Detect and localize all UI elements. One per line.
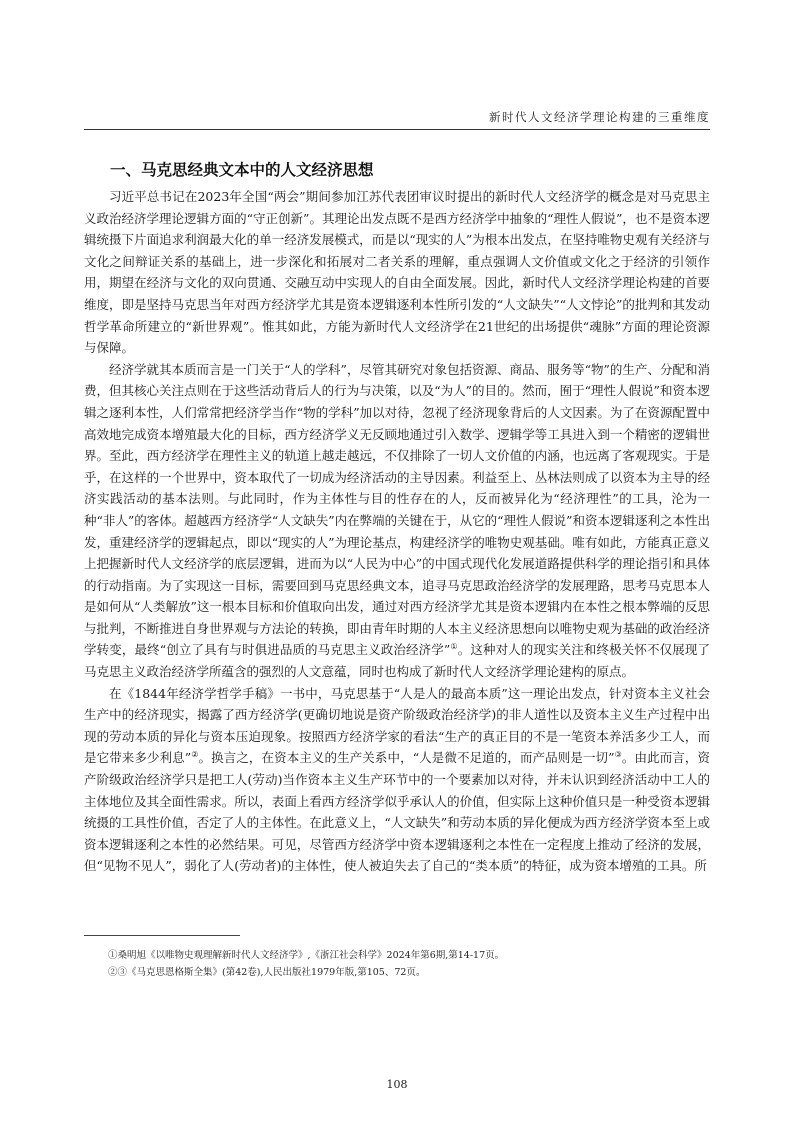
footnotes — [108, 948, 708, 981]
section-title: 一、马克思经典文本中的人文经济思想 — [110, 161, 374, 179]
paragraph-3 — [84, 683, 710, 877]
footnote-ref-3[interactable]: ③ — [614, 750, 622, 760]
page-number: 108 — [386, 1078, 408, 1091]
footnote-ref-2[interactable]: ② — [191, 750, 199, 760]
footnote-divider — [84, 935, 240, 936]
paragraph-2 — [84, 359, 710, 683]
paragraph-2-text-b: 。这种对人的现实关注和终极关怀不仅展现了马克思主义政治经济学所蕴含的强烈的人文意蕴，同时也构成了新时代人文经济学理论建构的原点。 — [84, 642, 710, 680]
body-text — [84, 186, 710, 877]
footnote-ref-1[interactable]: ① — [450, 642, 458, 652]
header-divider — [84, 129, 710, 130]
paragraph-3-text-b: 。换言之，在资本主义的生产关系中，“人是微不足道的，而产品则是一切” — [198, 750, 615, 766]
running-header: 新时代人文经济学理论构建的三重维度 — [489, 110, 710, 124]
paragraph-3-text-c: 。由此而言，资产阶级政治经济学只是把工人(劳动)当作资本主义生产环节中的一个要素加以对待，并未认识到经济活动中工人的主体地位及其全面性需求。所以，表面上看西方经济学似乎承认人的价值，但实际上这种价值只是一种受资本逻辑统摄的工具性价值，否定了人的主体性。在此意义上，“人文缺失”和劳动本质的异化便成为西方经济学资本至上或资本逻辑逐利之本性的必然结果。可见，尽管西方经济学中资本逻辑逐利之本性在一定程度上推动了经济的发展，但“见物不见人”，弱化了人(劳动者)的主体性，使人被迫失去了自己的“类本质”的特征，成为资本增殖的工具。所 — [84, 750, 710, 874]
paragraph-2-text-a: 经济学就其本质而言是一门关于“人的学科”，尽管其研究对象包括资源、商品、服务等“物”的生产、分配和消费，但其核心关注点则在于这些活动背后人的行为与决策，以及“为人”的目的。然而，囿于“理性人假说”和资本逻辑之逐利本性，人们常常把经济学当作“物的学科”加以对待，忽视了经济现象背后的人文因素。为了在资源配置中高效地完成资本增殖最大化的目标，西方经济学义无反顾地通过引入数学、逻辑学等工具进入到一个精密的逻辑世界。至此，西方经济学在理性主义的轨道上越走越远，不仅排除了一切人文价值的内涵，也远离了客观现实。于是乎，在这样的一个世界中，资本取代了一切成为经济活动的主导因素。利益至上、丛林法则成了以资本为主导的经济实践活动的基本法则。与此同时，作为主体性与目的性存在的人，反而被异化为“经济理性”的工具，沦为一种“非人”的客体。超越西方经济学“人文缺失”内在弊端的关键在于，从它的“理性人假说”和资本逻辑逐利之本性出发，重建经济学的逻辑起点，即以“现实的人”为理论基点，构建经济学的唯物史观基础。唯有如此，方能真正意义上把握新时代人文经济学的底层逻辑，进而为以“人民为中心”的中国式现代化发展道路提供科学的理论指引和具体的行动指南。为了实现这一目标，需要回到马克思经典文本，追寻马克思政治经济学的发展理路，思考马克思本人是如何从“人类解放”这一根本目标和价值取向出发，通过对西方经济学尤其是资本逻辑内在本性之根本弊端的反思与批判，不断推进自身世界观与方法论的转换，即由青年时期的人本主义经济思想向以唯物史观为基础的政治经济学转变，最终“创立了具有与时俱进品质的马克思主义政治经济学” — [84, 361, 710, 658]
footnote-2: ②③《马克思恩格斯全集》(第42卷),人民出版社1979年版,第105、72页。 — [108, 966, 426, 978]
paragraph-3-text-a: 在《1844年经济学哲学手稿》一书中，马克思基于“人是人的最高本质”这一理论出发点，针对资本主义社会生产中的经济现实，揭露了西方经济学(更确切地说是资产阶级政治经济学)的非人道性以及资本主义生产过程中出现的劳动本质的异化与资本压迫现象。按照西方经济学家的看法“生产的真正目的不是一笔资本养活多少工人，而是它带来多少利息” — [84, 685, 710, 766]
footnote-1: ①桑明旭《以唯物史观理解新时代人文经济学》,《浙江社会科学》2024年第6期,第14-17页。 — [108, 950, 505, 961]
paragraph-1: 习近平总书记在2023年全国“两会”期间参加江苏代表团审议时提出的新时代人文经济学的概念是对马克思主义政治经济学理论逻辑方面的“守正创新”。其理论出发点既不是西方经济学中抽象的“理性人假说”，也不是资本逻辑统摄下片面追求利润最大化的单一经济发展模式，而是以“现实的人”为根本出发点，在坚持唯物史观有关经济与文化之间辩证关系的基础上，进一步深化和拓展对二者关系的理解，重点强调人文价值或文化之于经济的引领作用，期望在经济与文化的双向贯通、交融互动中实现人的自由全面发展。因此，新时代人文经济学理论构建的首要维度，即是坚持马克思当年对西方经济学尤其是资本逻辑逐利本性所引发的“人文缺失”“人文悖论”的批判和其发动哲学革命所建立的“新世界观”。惟其如此，方能为新时代人文经济学在21世纪的出场提供“魂脉”方面的理论资源与保障。 — [84, 189, 710, 356]
